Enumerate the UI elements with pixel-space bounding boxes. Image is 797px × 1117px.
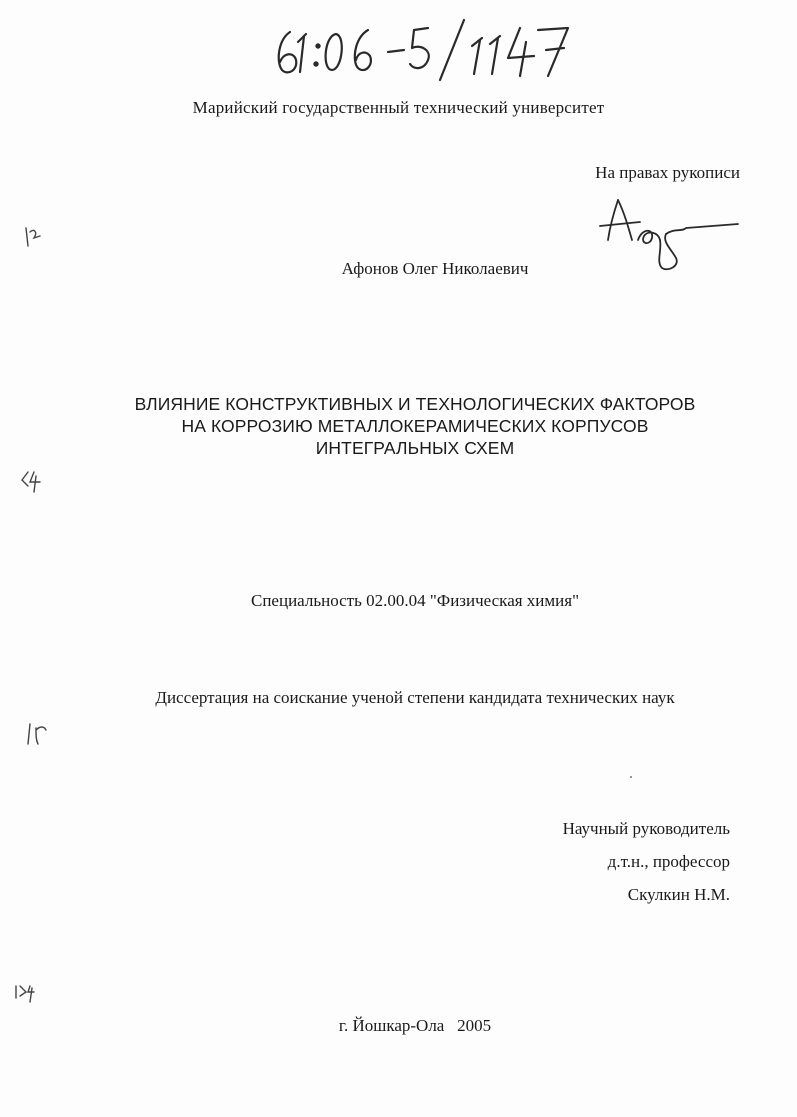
dissertation-type: Диссертация на соискание ученой степени кандидата технических наук: [155, 688, 675, 707]
margin-mark-icon: [22, 718, 62, 748]
title-line: ВЛИЯНИЕ КОНСТРУКТИВНЫХ И ТЕХНОЛОГИЧЕСКИХ ФАКТОРОВ: [134, 394, 696, 414]
author-name: Афонов Олег Николаевич: [341, 259, 529, 278]
paper-speck: [630, 776, 632, 778]
advisor-degree: д.т.н., профессор: [607, 852, 730, 871]
university-name: Марийский государственный технический университет: [192, 98, 605, 117]
rights-note: На правах рукописи: [595, 163, 740, 182]
margin-mark-icon: [12, 978, 52, 1008]
specialty: Специальность 02.00.04 "Физическая химия": [250, 591, 580, 610]
title-line: ИНТЕГРАЛЬНЫХ СХЕМ: [315, 438, 515, 458]
margin-mark-icon: [18, 222, 58, 252]
margin-mark-icon: [18, 466, 58, 496]
title-line: НА КОРРОЗИЮ МЕТАЛЛОКЕРАМИЧЕСКИХ КОРПУСОВ: [181, 416, 649, 436]
advisor-role: Научный руководитель: [562, 819, 730, 838]
dissertation-title: [0, 393, 797, 459]
city-year: г. Йошкар-Ола 2005: [338, 1016, 492, 1035]
advisor-name: Скулкин Н.М.: [627, 885, 730, 904]
handwritten-catalog-stamp: [268, 14, 588, 84]
